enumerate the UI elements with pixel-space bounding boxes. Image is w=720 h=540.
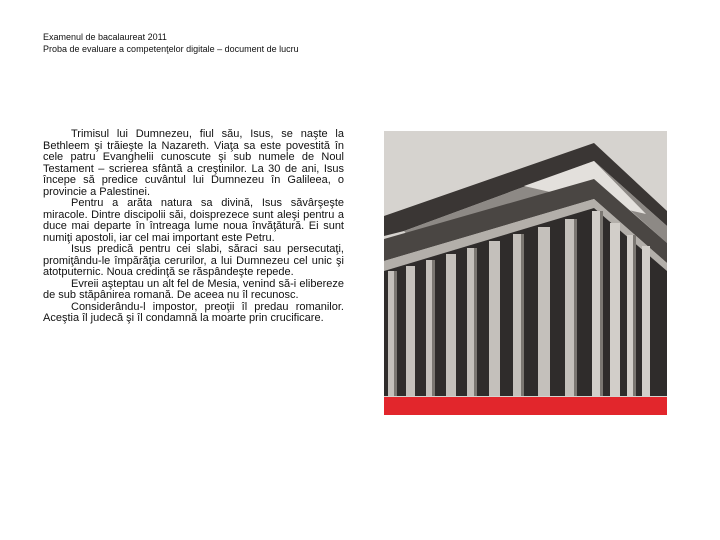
body-text bbox=[43, 129, 344, 325]
paragraph: Evreii aşteptau un alt fel de Mesia, venind să-i elibereze de sub stăpânirea romană. De aceea nu îl recunosc. bbox=[43, 277, 344, 301]
paragraph: Isus predică pentru cei slabi, săraci sau persecutaţi, promiţându-le împărăţia cerurilor, a lui Dumnezeu cel unic şi atotputernic. Noua credinţă se răspândeşte repede. bbox=[43, 243, 344, 278]
page-header bbox=[43, 31, 299, 55]
temple-photo bbox=[384, 131, 667, 415]
paragraph: Trimisul lui Dumnezeu, fiul său, Isus, se naşte la Bethleem şi trăieşte la Nazareth. Viaţa sa este povestită în cele patru Evanghelii cunoscute şi sub numele de Noul Testament – scrierea sfântă a creştinilor. La 30 de ani, Isus începe să predice cuvântul lui Dumnezeu în Galileea, o provincie a Palestinei. bbox=[43, 128, 344, 198]
paragraph: Considerându-l impostor, preoţii îl predau romanilor. Aceştia îl judecă şi îl condamnă la moarte prin crucificare. bbox=[43, 300, 344, 324]
temple-illustration bbox=[384, 131, 667, 415]
header-exam-title: Examenul de bacalaureat 2011 bbox=[43, 32, 167, 42]
paragraph: Pentru a arăta natura sa divină, Isus săvârşeşte miracole. Dintre discipolii săi, doisprezece sunt aleşi pentru a duce mai departe în întreaga lume noua învăţătură. Ei sunt numiţi apostoli, iar cel mai important este Petru. bbox=[43, 197, 344, 244]
header-exam-subtitle: Proba de evaluare a competenţelor digitale – document de lucru bbox=[43, 44, 299, 54]
